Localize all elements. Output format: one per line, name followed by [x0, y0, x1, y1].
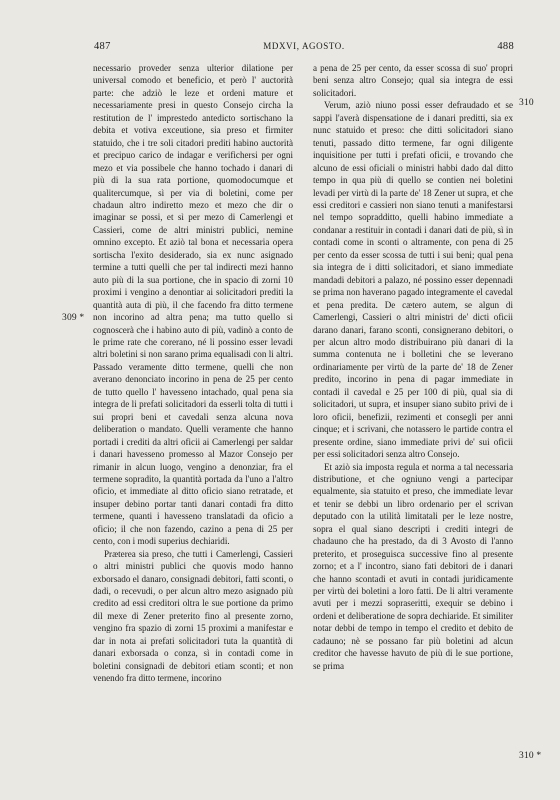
right-paragraph-3: Et aziò sia imposta regula et norma a tal necessaria distributione, et che ogniuno vengi a partecipar equalmente, sia statuito et preso, che immediate levar et tenir se debbi un libro ordenario per el scrivan deputado con la utilità limitatali per le leze nostre, sopra el qual siano descripti i crediti integri de chadauno che ha prestado, da di 3 Avosto di l'anno preterito, et proseguisca successive fino al presente zorno; et a l' incontro, siano fati debitori de i danari che hanno scontadi et avuti in contadi juridicamente per virtù dei boletini a loro fatti. De li altri veramente avuti per i mezzi sopraseritti, exequir se debino i ordeni et deliberatione de sopra dechiaride. Et similiter notar debbi de tempo in tempo el credito et debito de cadauno; nè se possano far più boletini ad alcun creditor che havesse havuto de più di le sue portione, se prima	[313, 461, 513, 671]
right-paragraph-1: a pena de 25 per cento, da esser scossa di suo' propri beni senza altro Consejo; qual sia integra de essi solicitadori.	[313, 63, 513, 98]
right-column	[313, 62, 513, 672]
margin-note-310-star: 310 *	[519, 751, 542, 761]
left-column	[93, 62, 293, 685]
running-title: MDXVI, AGOSTO.	[263, 41, 345, 51]
page-number-left: 487	[94, 41, 111, 52]
margin-note-310: 310	[519, 98, 534, 108]
left-paragraph-1: necessario proveder senza ulterior dilatione per universal comodo et beneficio, et però l' auctorità parte: che adziò le leze et ordeni mature et necessariamente presi in questo Consejo circha la restitution de l' imprestedo antedicto sortischano la debita et votiva exceutione, sia preso et firmiter statuido, che i tre soli citadori prediti habino auctorità et precipuo carico de indagar e verifichersi per ogni mezo et via possibele che hanno tochado i danari di più di la sua rata portione, quomodocumque et qualitercumque, sì per via di boletini, come per chadaun altro indiretto mezo et mezo che dir o imaginar se possi, et sì per mezo di Camerlengi et Cassieri, come de altri ministri publici, nemine omnino excepto. Et aziò tal bona et necessaria opera sortischa l'exito desiderado, sia ex nunc asignado termine a tutti quelli che per tal indirecti mezi hanno auto più di la sua portione, che in spacio di zorni 10 proximi i vengino a denontiar ai solicitadori prediti la quantità auta di più, il che facendo fra ditto termene non incorino ad altra pena; ma tutto quello si cognoscerà che i habino auto di più, vadinò a conto de le prime rate che corerano, né li possino esser levadi altri boletini si non sarano prima equalisadi con li altri. Passado veramente ditto termene, quelli che non averano denonciato incorino in pena de 25 per cento de tutto quello l' havesseno intachado, qual pena sia integra de li prefati solicitadori da esserli tolta di tutti i sui propri beni et cavedali senza alcuna nova deliberation o mandato. Quelli veramente che hanno portadi i crediti da altri oficii ai Camerlengi per saldar i danari havesseno promesso al Mazor Consejo per rimanir in alcun luogo, vengino a denonziar, fra el termene sopradito, la quantità portada da l'uno a l'altro oficio, et immediate al ditto oficio siano retratade, et insuper debino portar tanti danari contadi fra ditto termene, quanti i havesseno translatadi da oficio a oficio; il che non fazendo, cazino a pena di 25 per cento, con i modi superius dechiaridi.	[93, 63, 293, 547]
running-header	[94, 41, 514, 55]
page-number-right: 488	[497, 41, 514, 52]
left-paragraph-2: Præterea sia preso, che tutti i Camerlengi, Cassieri o altri ministri publici che quovis modo hanno exborsado el danaro, consignadi debitori, fatti sconti, o dadi, o recevudi, o per alcun altro mezo asignado più credito ad essi creditori oltra le sue portione da primo dil mexe di Zener preterito fino al presente zorno, vengino fra spazio di zorni 15 proximi a manifestar e dar in nota ai prefati solicitadori tuta la quantità di danari exborsada o conza, sì in contadi come in boletini consignadi de debitori etiam sconti; et non venendo fra ditto termene, incorino	[93, 548, 294, 684]
margin-note-309: 309 *	[62, 313, 85, 323]
right-paragraph-2: Verum, aziò niuno possi esser defraudado et se sappi l'averà dispensatione de i danari preditti, sia ex nunc statuido et preso: che ditti solicitadori siano tenuti, passado ditto termene, far ogni diligente inquisitione per tutti i prefati oficii, e trovando che alcuno de essi oficiali o ministri habbi dado dal ditto tempo in qua più di quello se contien nei boletini levadi per virtù di la parte de' 18 Zener ut supra, et che essi creditori e cassieri non siano tenuti a manifestarsi nel tempo sopradditto, quelli habino immediate a condanar a restituir in contadi i danari dati de più, sì in contadi come in sconti o altramente, con pena di 25 per cento da esser scossa de tutti i sui beni; qual pena sia integra de i ditti solicitadori, et siano immediate mandadi debitori a palazo, né possino esser depennadi se prima non haverano pagado integramente el cavedal et pena predita. De cætero autem, se algun di Camerlengi, Cassieri o altri ministri de' dicti oficii darano danari, farano sconti, consignerano debitori, o per alcun altro modo distribuirano più danari di la summa contenuta ne i bolletini che se leverano ordinariamente per virtù de la parte de' 18 de Zener predito, incorino in pena di pagar immediate in contadi il cavedal e 25 per 100 di più, qual sia di solicitadori, ut supra, et insuper siano subito privi de i loro oficii, benefizii, rezimenti et consegli per anni cinque; et i scrivani, che notassero le partide contra el presente ordine, siano immediate privi de' sui oficii per essi solicitadori senza altro Consejo.	[313, 100, 513, 460]
